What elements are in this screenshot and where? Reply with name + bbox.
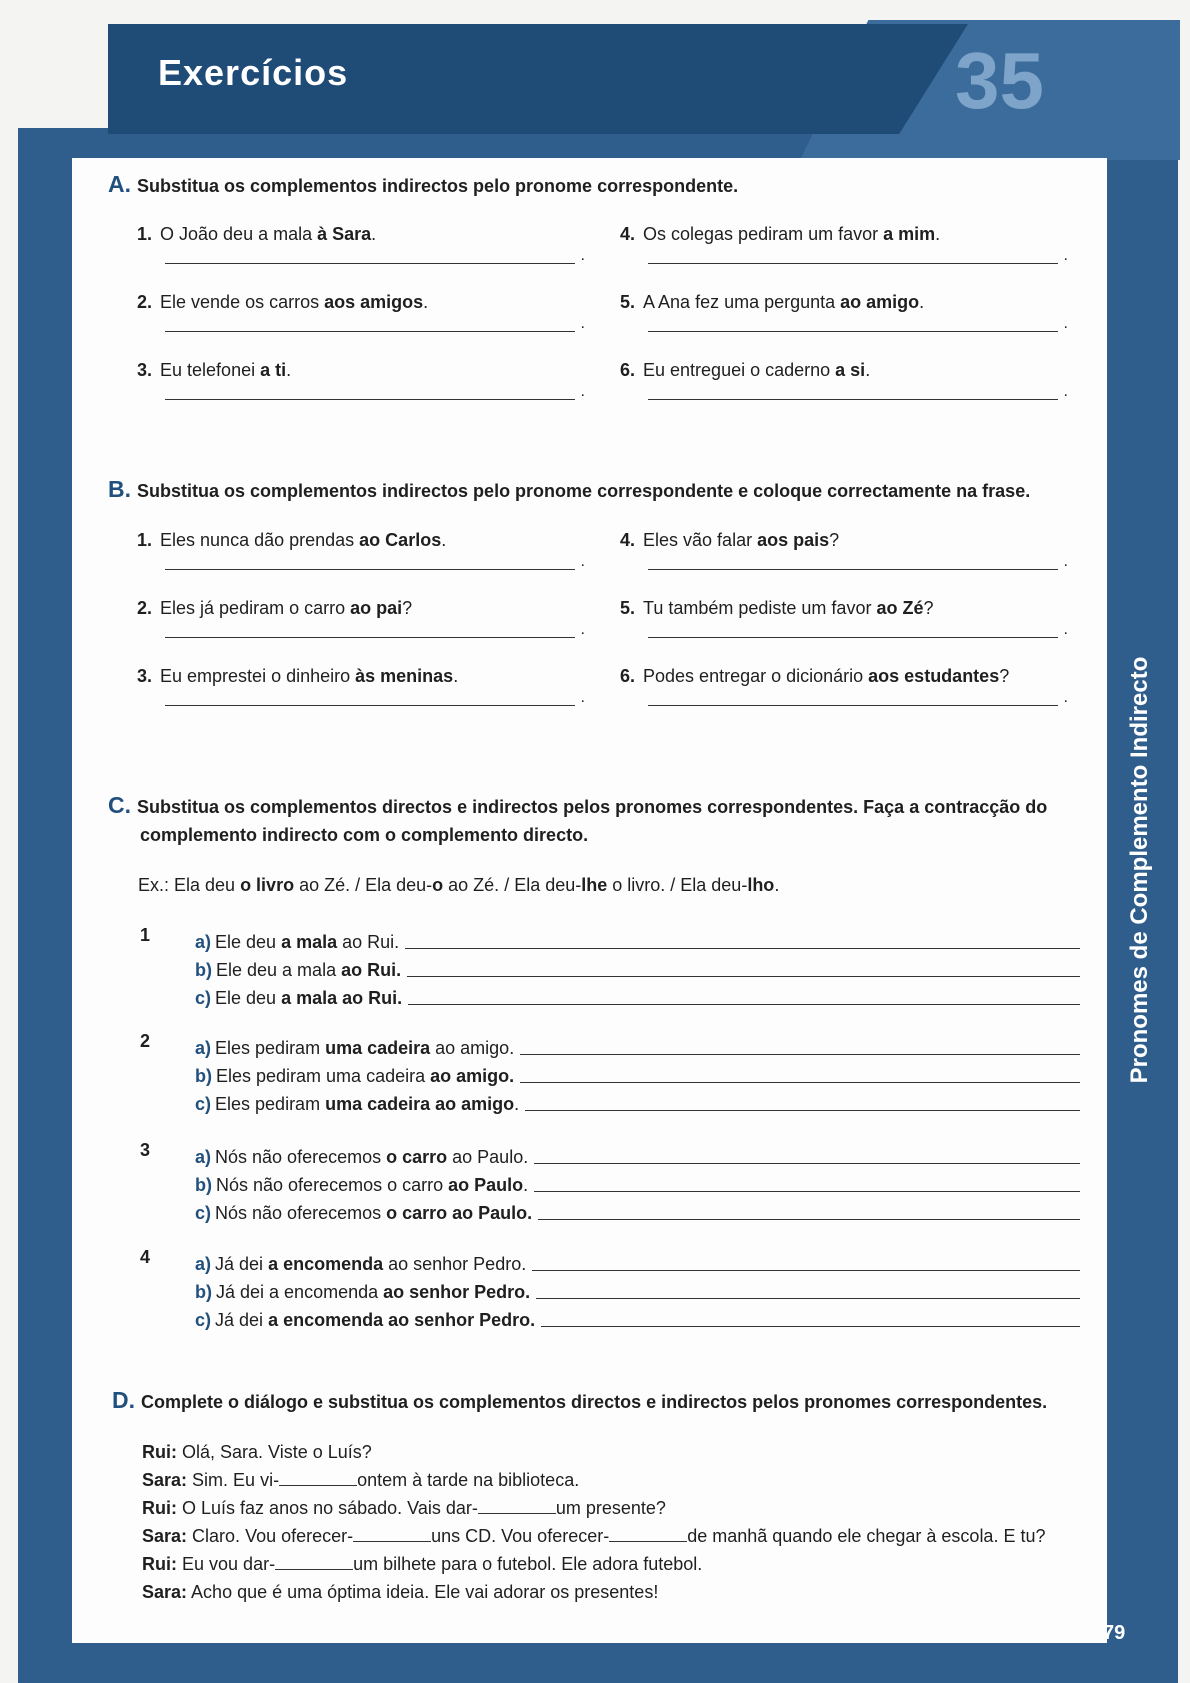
speaker: Rui:: [142, 1554, 177, 1574]
answer-line[interactable]: [165, 569, 575, 570]
row-bold: o carro: [386, 1147, 448, 1167]
answer-line[interactable]: [648, 331, 1058, 332]
exercise-item: [137, 530, 577, 551]
item-complement: a mim: [883, 224, 936, 244]
item-complement: ao amigo: [840, 292, 920, 312]
exercise-group: [140, 1247, 1080, 1331]
answer-line[interactable]: [165, 331, 575, 332]
dialogue-text: Olá, Sara. Viste o Luís?: [182, 1442, 372, 1462]
row-plain: ao Rui.: [337, 932, 400, 952]
exercise-group: [140, 925, 1080, 1009]
row-plain: Já dei a encomenda: [216, 1282, 384, 1302]
item-number: 3.: [137, 666, 153, 686]
example-bold: o: [432, 875, 444, 895]
item-text: Tu também pediste um favor: [643, 598, 877, 618]
answer-line[interactable]: [538, 1201, 1080, 1220]
dialogue-line: [142, 1494, 1045, 1522]
item-number: 3.: [137, 360, 153, 380]
example-text: ao Zé. / Ela deu-: [294, 875, 433, 895]
group-number: 3: [140, 1140, 151, 1160]
row-plain: Ele deu: [215, 932, 282, 952]
answer-line[interactable]: [648, 569, 1058, 570]
row-bold: a mala ao Rui.: [281, 988, 403, 1008]
exercise-item: [137, 360, 577, 381]
row-plain: Eles pediram: [215, 1094, 326, 1114]
row-plain: Nós não oferecemos o carro: [216, 1175, 449, 1195]
item-complement: aos estudantes: [868, 666, 1000, 686]
exercise-item: [620, 598, 1060, 619]
example-text: ao Zé. / Ela deu-: [443, 875, 582, 895]
answer-line[interactable]: [520, 1064, 1080, 1083]
row-plain: Ele deu a mala: [216, 960, 342, 980]
row-text: [195, 988, 408, 1009]
row-text: [195, 932, 405, 953]
section-instruction: Complete o diálogo e substitua os complementos directos e indirectos pelos pronomes correspondentes.: [141, 1392, 1048, 1412]
row-letter: a): [195, 1147, 212, 1167]
exercise-group: [140, 1031, 1080, 1115]
dialogue-text: um bilhete para o futebol. Ele adora futebol.: [353, 1554, 703, 1574]
dialogue-line: [142, 1438, 1045, 1466]
example-text: o livro. / Ela deu-: [607, 875, 748, 895]
item-number: 5.: [620, 292, 636, 312]
dialogue-line: [142, 1578, 1045, 1606]
exercise-item: [137, 292, 577, 313]
answer-line[interactable]: [648, 705, 1058, 706]
page-title: Exercícios: [158, 52, 349, 93]
item-punct: ?: [923, 598, 934, 618]
answer-line[interactable]: [520, 1036, 1080, 1055]
section-letter: A.: [108, 171, 131, 197]
row-letter: c): [195, 1310, 212, 1330]
item-complement: aos amigos: [324, 292, 424, 312]
speaker: Sara:: [142, 1470, 188, 1490]
speaker: Rui:: [142, 1498, 177, 1518]
row-plain: ao amigo.: [430, 1038, 515, 1058]
item-text: Eu emprestei o dinheiro: [160, 666, 356, 686]
section-instruction: Substitua os complementos indirectos pelo pronome correspondente e coloque correctamente na frase.: [137, 481, 1031, 501]
exercise-row: [195, 1031, 1080, 1059]
row-text: [195, 1310, 541, 1331]
exercise-row: [195, 953, 1080, 981]
answer-line[interactable]: [165, 263, 575, 264]
fill-blank[interactable]: [478, 1498, 556, 1514]
answer-line[interactable]: [534, 1145, 1080, 1164]
dialogue-text: ontem à tarde na biblioteca.: [357, 1470, 580, 1490]
row-plain: ao senhor Pedro.: [383, 1254, 527, 1274]
group-number: 1: [140, 925, 151, 945]
section-a-heading: [108, 170, 1088, 200]
item-text: Eles nunca dão prendas: [160, 530, 360, 550]
item-complement: às meninas: [355, 666, 454, 686]
exercise-row: [195, 1087, 1080, 1115]
row-plain: .: [514, 1094, 520, 1114]
item-number: 4.: [620, 224, 636, 244]
dialogue-line: [142, 1466, 1045, 1494]
fill-blank[interactable]: [275, 1554, 353, 1570]
dialogue-text: um presente?: [555, 1498, 666, 1518]
item-complement: a si: [835, 360, 866, 380]
item-number: 1.: [137, 530, 153, 550]
row-bold: uma cadeira ao amigo: [325, 1094, 515, 1114]
row-letter: b): [195, 960, 212, 980]
dialogue: [142, 1438, 1045, 1606]
item-text: Eles vão falar: [643, 530, 758, 550]
example-line: [138, 875, 779, 896]
answer-line[interactable]: [165, 399, 575, 400]
answer-line[interactable]: [534, 1173, 1080, 1192]
exercise-item: [137, 598, 577, 619]
row-plain: Eles pediram uma cadeira: [216, 1066, 431, 1086]
row-text: [195, 1066, 520, 1087]
exercise-row: [195, 1247, 1080, 1275]
exercise-row: [195, 925, 1080, 953]
exercise-item: [620, 224, 1060, 245]
row-bold: a mala: [281, 932, 338, 952]
dialogue-line: [142, 1550, 1045, 1578]
group-number: 4: [140, 1247, 151, 1267]
speaker: Sara:: [142, 1582, 188, 1602]
answer-line[interactable]: [541, 1308, 1080, 1327]
page-number: 79: [1103, 1622, 1126, 1644]
row-plain: Eles pediram: [215, 1038, 326, 1058]
exercise-item: [620, 530, 1060, 551]
item-text: Os colegas pediram um favor: [643, 224, 884, 244]
row-letter: a): [195, 1038, 212, 1058]
exercise-row: [195, 981, 1080, 1009]
row-text: [195, 960, 407, 981]
row-letter: a): [195, 1254, 212, 1274]
fill-blank[interactable]: [609, 1526, 687, 1542]
exercise-row: [195, 1168, 1080, 1196]
answer-line[interactable]: [165, 637, 575, 638]
exercise-item: [620, 360, 1060, 381]
item-number: 6.: [620, 360, 636, 380]
row-text: [195, 1254, 532, 1275]
item-complement: à Sara: [317, 224, 372, 244]
example-text: .: [774, 875, 780, 895]
row-text: [195, 1094, 525, 1115]
item-complement: ao Zé: [876, 598, 924, 618]
dialogue-text: O Luís faz anos no sábado. Vais dar-: [182, 1498, 478, 1518]
item-number: 5.: [620, 598, 636, 618]
item-punct: .: [919, 292, 925, 312]
answer-line[interactable]: [165, 705, 575, 706]
exercise-item: [620, 292, 1060, 313]
dialogue-text: de manhã quando ele chegar à escola. E tu?: [687, 1526, 1046, 1546]
row-letter: b): [195, 1066, 212, 1086]
row-letter: c): [195, 1203, 212, 1223]
row-bold: o carro ao Paulo.: [386, 1203, 533, 1223]
section-b-heading: [108, 475, 1088, 505]
unit-number: 35: [955, 36, 1044, 125]
item-complement: ao pai: [350, 598, 403, 618]
speaker: Sara:: [142, 1526, 188, 1546]
row-letter: c): [195, 1094, 212, 1114]
section-instruction: Substitua os complementos indirectos pelo pronome correspondente.: [137, 176, 739, 196]
item-punct: ?: [999, 666, 1010, 686]
row-bold: uma cadeira: [325, 1038, 431, 1058]
exercise-row: [195, 1275, 1080, 1303]
item-punct: .: [935, 224, 941, 244]
row-plain: ao Paulo.: [447, 1147, 529, 1167]
dialogue-text: Acho que é uma óptima ideia. Ele vai adorar os presentes!: [191, 1582, 659, 1602]
exercise-item: [620, 666, 1060, 687]
item-punct: ?: [402, 598, 413, 618]
row-plain: Nós não oferecemos: [215, 1203, 387, 1223]
answer-line[interactable]: [532, 1252, 1080, 1271]
exercise-group: [140, 1140, 1080, 1224]
side-tab-label: Pronomes de Complemento Indirecto: [1126, 656, 1153, 1084]
exercise-item: [137, 666, 577, 687]
group-number: 2: [140, 1031, 151, 1051]
answer-line[interactable]: [408, 986, 1080, 1005]
dialogue-text: uns CD. Vou oferecer-: [431, 1526, 610, 1546]
exercise-row: [195, 1140, 1080, 1168]
answer-line[interactable]: [405, 930, 1080, 949]
exercise-row: [195, 1059, 1080, 1087]
item-punct: ?: [829, 530, 840, 550]
item-text: Ele vende os carros: [160, 292, 325, 312]
row-bold: ao senhor Pedro.: [383, 1282, 531, 1302]
row-bold: a encomenda: [268, 1254, 384, 1274]
row-letter: a): [195, 932, 212, 952]
row-bold: ao amigo.: [430, 1066, 515, 1086]
item-punct: .: [286, 360, 292, 380]
item-number: 2.: [137, 292, 153, 312]
item-text: O João deu a mala: [160, 224, 318, 244]
example-bold: lhe: [581, 875, 608, 895]
row-text: [195, 1175, 534, 1196]
example-bold: o livro: [240, 875, 295, 895]
fill-blank[interactable]: [353, 1526, 431, 1542]
row-bold: a encomenda ao senhor Pedro.: [268, 1310, 536, 1330]
row-letter: b): [195, 1282, 212, 1302]
row-bold: ao Rui.: [341, 960, 402, 980]
section-letter: C.: [108, 792, 131, 818]
section-d-heading: [112, 1386, 1092, 1416]
item-complement: ao Carlos: [359, 530, 442, 550]
answer-line[interactable]: [525, 1092, 1080, 1111]
item-text: Eu telefonei: [160, 360, 261, 380]
example-bold: lho: [747, 875, 775, 895]
row-plain: Já dei: [215, 1310, 269, 1330]
row-letter: c): [195, 988, 212, 1008]
item-punct: .: [441, 530, 447, 550]
exercise-row: [195, 1303, 1080, 1331]
answer-line[interactable]: [407, 958, 1080, 977]
row-text: [195, 1038, 520, 1059]
dialogue-text: Claro. Vou oferecer-: [192, 1526, 354, 1546]
fill-blank[interactable]: [279, 1470, 357, 1486]
answer-line[interactable]: [648, 637, 1058, 638]
dialogue-line: [142, 1522, 1045, 1550]
section-letter: D.: [112, 1387, 135, 1413]
row-bold: ao Paulo: [448, 1175, 524, 1195]
item-complement: a ti: [260, 360, 287, 380]
item-punct: .: [423, 292, 429, 312]
item-number: 4.: [620, 530, 636, 550]
row-plain: Ele deu: [215, 988, 282, 1008]
item-punct: .: [865, 360, 871, 380]
row-plain: Nós não oferecemos: [215, 1147, 387, 1167]
answer-line[interactable]: [536, 1280, 1080, 1299]
item-text: Eu entreguei o caderno: [643, 360, 836, 380]
answer-line[interactable]: [648, 399, 1058, 400]
row-plain: Já dei: [215, 1254, 269, 1274]
item-text: Eles já pediram o carro: [160, 598, 351, 618]
exercise-row: [195, 1196, 1080, 1224]
dialogue-text: Sim. Eu vi-: [192, 1470, 280, 1490]
item-punct: .: [453, 666, 459, 686]
row-text: [195, 1147, 534, 1168]
item-text: A Ana fez uma pergunta: [643, 292, 841, 312]
item-number: 2.: [137, 598, 153, 618]
item-text: Podes entregar o dicionário: [643, 666, 869, 686]
exercise-item: [137, 224, 577, 245]
example-text: Ex.: Ela deu: [138, 875, 241, 895]
dialogue-text: Eu vou dar-: [182, 1554, 276, 1574]
item-number: 6.: [620, 666, 636, 686]
item-punct: .: [371, 224, 377, 244]
row-plain: .: [523, 1175, 529, 1195]
section-c-heading: [108, 791, 1100, 849]
row-text: [195, 1203, 538, 1224]
row-text: [195, 1282, 536, 1303]
row-letter: b): [195, 1175, 212, 1195]
item-complement: aos pais: [757, 530, 830, 550]
speaker: Rui:: [142, 1442, 177, 1462]
section-letter: B.: [108, 476, 131, 502]
section-instruction: Substitua os complementos directos e indirectos pelos pronomes correspondentes. Faça a contracção do complemento indirecto com o complemento directo.: [137, 797, 1048, 845]
item-number: 1.: [137, 224, 153, 244]
answer-line[interactable]: [648, 263, 1058, 264]
